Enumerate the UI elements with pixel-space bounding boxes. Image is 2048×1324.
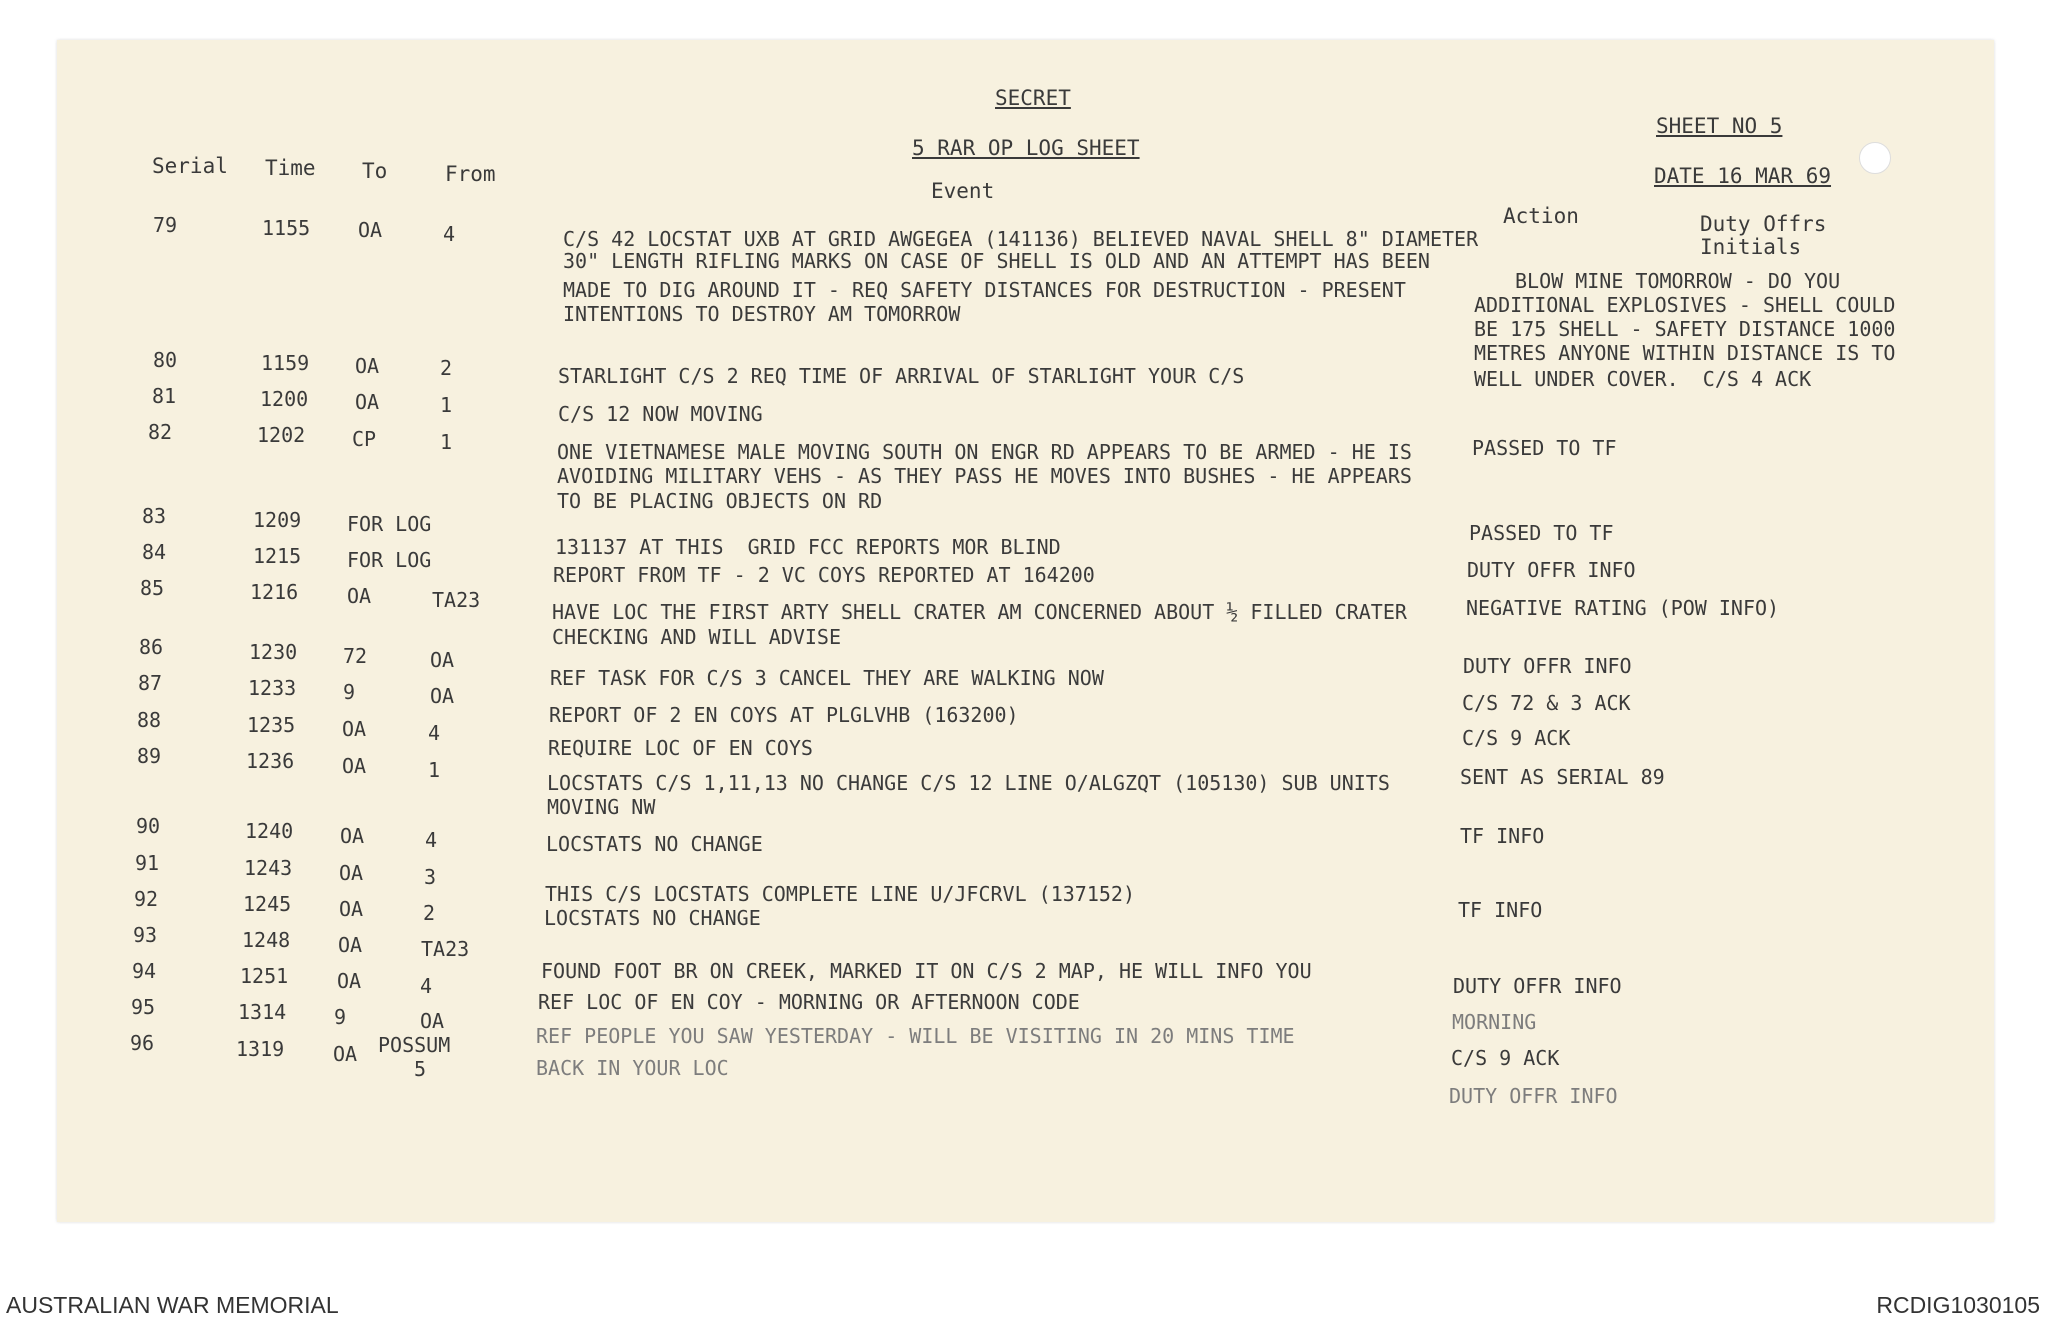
action-line: ADDITIONAL EXPLOSIVES - SHELL COULD: [1474, 293, 1896, 317]
row-time: 1200: [260, 387, 309, 411]
action-line: BE 175 SHELL - SAFETY DISTANCE 1000: [1474, 317, 1896, 341]
row-serial: 89: [137, 744, 162, 768]
row-from: 4: [443, 222, 456, 246]
row-from: 1: [428, 758, 441, 782]
action-line: DUTY OFFR INFO: [1463, 654, 1632, 678]
event-line: CHECKING AND WILL ADVISE: [552, 625, 841, 649]
event-line: MADE TO DIG AROUND IT - REQ SAFETY DISTANCES FOR DESTRUCTION - PRESENT: [563, 278, 1406, 302]
row-serial: 92: [134, 887, 159, 911]
row-time: 1209: [253, 508, 302, 532]
row-time: 1236: [246, 749, 295, 773]
row-to: CP: [352, 427, 377, 451]
event-line: REPORT OF 2 EN COYS AT PLGLVHB (163200): [549, 703, 1019, 727]
row-to: FOR LOG: [347, 512, 432, 536]
row-time: 1216: [250, 580, 299, 604]
row-from: 1: [440, 430, 453, 454]
archive-credit: AUSTRALIAN WAR MEMORIAL: [6, 1292, 339, 1318]
row-to: 72: [343, 644, 368, 668]
row-serial: 82: [148, 420, 173, 444]
row-to: OA: [337, 969, 362, 993]
event-line: REF PEOPLE YOU SAW YESTERDAY - WILL BE VISITING IN 20 MINS TIME: [536, 1024, 1295, 1048]
action-line: DUTY OFFR INFO: [1449, 1084, 1618, 1108]
row-time: 1155: [262, 216, 311, 240]
row-to: OA: [338, 933, 363, 957]
sheet-number: SHEET NO 5: [1656, 114, 1783, 138]
row-to: 9: [334, 1005, 347, 1029]
action-line: BLOW MINE TOMORROW - DO YOU: [1515, 269, 1841, 293]
event-line: THIS C/S LOCSTATS COMPLETE LINE U/JFCRVL (137152): [545, 882, 1136, 906]
event-line: AVOIDING MILITARY VEHS - AS THEY PASS HE MOVES INTO BUSHES - HE APPEARS: [557, 464, 1412, 488]
row-serial: 87: [138, 671, 163, 695]
event-line: REF LOC OF EN COY - MORNING OR AFTERNOON CODE: [538, 990, 1080, 1014]
event-line: BACK IN YOUR LOC: [536, 1056, 729, 1080]
event-line: LOCSTATS NO CHANGE: [546, 832, 763, 856]
row-time: 1248: [242, 928, 291, 952]
classification-marking: SECRET: [995, 86, 1071, 110]
row-from: OA: [430, 684, 455, 708]
action-line: C/S 9 ACK: [1451, 1046, 1560, 1070]
row-time: 1245: [243, 892, 292, 916]
action-line: DUTY OFFR INFO: [1467, 558, 1636, 582]
column-header-event: Event: [931, 179, 995, 203]
event-line: REQUIRE LOC OF EN COYS: [548, 736, 813, 760]
column-header-to: To: [362, 159, 388, 183]
row-to: OA: [342, 717, 367, 741]
column-header-from: From: [445, 162, 496, 186]
event-line: MOVING NW: [547, 795, 656, 819]
row-serial: 88: [137, 708, 162, 732]
event-line: FOUND FOOT BR ON CREEK, MARKED IT ON C/S 2 MAP, HE WILL INFO YOU: [541, 959, 1312, 983]
row-serial: 91: [135, 851, 160, 875]
row-to: OA: [358, 218, 383, 242]
column-header-serial: Serial: [152, 154, 228, 178]
event-line: HAVE LOC THE FIRST ARTY SHELL CRATER AM CONCERNED ABOUT ½ FILLED CRATER: [552, 600, 1407, 624]
action-line: WELL UNDER COVER. C/S 4 ACK: [1474, 367, 1812, 391]
action-line: DUTY OFFR INFO: [1453, 974, 1622, 998]
event-line: 131137 AT THIS GRID FCC REPORTS MOR BLIND: [555, 535, 1061, 559]
row-serial: 81: [152, 384, 177, 408]
row-to: 9: [343, 680, 356, 704]
row-serial: 80: [153, 348, 178, 372]
column-header-duty-offrs: Duty Offrs: [1700, 212, 1827, 236]
event-line: C/S 42 LOCSTAT UXB AT GRID AWGEGEA (141136) BELIEVED NAVAL SHELL 8" DIAMETER: [563, 227, 1479, 251]
row-serial: 83: [142, 504, 167, 528]
action-line: C/S 9 ACK: [1462, 726, 1571, 750]
row-time: 1230: [249, 640, 298, 664]
row-time: 1215: [253, 544, 302, 568]
row-serial: 93: [133, 923, 158, 947]
row-serial: 90: [136, 814, 161, 838]
row-from: 2: [423, 901, 436, 925]
row-from: 2: [440, 356, 453, 380]
event-line: LOCSTATS NO CHANGE: [544, 906, 761, 930]
archive-reference: RCDIG1030105: [1876, 1292, 2040, 1318]
row-time: 1243: [244, 856, 293, 880]
row-to: OA: [355, 390, 380, 414]
row-from: TA23: [432, 588, 481, 612]
row-from: OA: [420, 1009, 445, 1033]
sheet-date: DATE 16 MAR 69: [1654, 164, 1832, 188]
row-from: 1: [440, 393, 453, 417]
punch-hole: [1859, 142, 1891, 174]
event-line: INTENTIONS TO DESTROY AM TOMORROW: [563, 302, 961, 326]
row-serial: 84: [142, 540, 167, 564]
action-line: NEGATIVE RATING (POW INFO): [1466, 596, 1780, 620]
row-to: FOR LOG: [347, 548, 432, 572]
row-from: POSSUM: [378, 1033, 451, 1057]
row-time: 1251: [240, 964, 289, 988]
action-line: TF INFO: [1460, 824, 1545, 848]
event-line: 30" LENGTH RIFLING MARKS ON CASE OF SHELL IS OLD AND AN ATTEMPT HAS BEEN: [563, 249, 1430, 273]
row-to: OA: [333, 1042, 358, 1066]
action-line: C/S 72 & 3 ACK: [1462, 691, 1631, 715]
row-serial: 95: [131, 995, 156, 1019]
column-header-time: Time: [265, 156, 316, 180]
row-serial: 79: [153, 213, 178, 237]
row-to: OA: [339, 861, 364, 885]
row-time: 1202: [257, 423, 306, 447]
row-from: 3: [424, 865, 437, 889]
row-from-continued: 5: [414, 1057, 427, 1081]
event-line: C/S 12 NOW MOVING: [558, 402, 763, 426]
row-serial: 85: [140, 576, 165, 600]
row-from: 4: [425, 828, 438, 852]
row-time: 1240: [245, 819, 294, 843]
column-header-initials: Initials: [1700, 235, 1802, 259]
row-time: 1314: [238, 1000, 287, 1024]
row-to: OA: [347, 584, 372, 608]
action-line: PASSED TO TF: [1472, 436, 1617, 460]
row-to: OA: [342, 754, 367, 778]
row-from: OA: [430, 648, 455, 672]
row-from: 4: [420, 974, 433, 998]
action-line: METRES ANYONE WITHIN DISTANCE IS TO: [1474, 341, 1896, 365]
event-line: REF TASK FOR C/S 3 CANCEL THEY ARE WALKING NOW: [550, 666, 1104, 690]
row-serial: 94: [132, 959, 157, 983]
event-line: REPORT FROM TF - 2 VC COYS REPORTED AT 164200: [553, 563, 1095, 587]
event-line: TO BE PLACING OBJECTS ON RD: [557, 489, 883, 513]
row-time: 1233: [248, 676, 297, 700]
event-line: ONE VIETNAMESE MALE MOVING SOUTH ON ENGR RD APPEARS TO BE ARMED - HE IS: [557, 440, 1412, 464]
action-line: TF INFO: [1458, 898, 1543, 922]
row-to: OA: [340, 824, 365, 848]
row-time: 1235: [247, 713, 296, 737]
row-time: 1159: [261, 351, 310, 375]
row-from: TA23: [421, 937, 470, 961]
column-header-action: Action: [1503, 204, 1579, 228]
action-line: SENT AS SERIAL 89: [1460, 765, 1665, 789]
row-time: 1319: [236, 1037, 285, 1061]
row-serial: 96: [130, 1031, 155, 1055]
row-to: OA: [355, 354, 380, 378]
action-line: MORNING: [1452, 1010, 1537, 1034]
row-from: 4: [428, 721, 441, 745]
event-line: STARLIGHT C/S 2 REQ TIME OF ARRIVAL OF STARLIGHT YOUR C/S: [558, 364, 1245, 388]
action-line: PASSED TO TF: [1469, 521, 1614, 545]
row-to: OA: [339, 897, 364, 921]
row-serial: 86: [139, 635, 164, 659]
event-line: LOCSTATS C/S 1,11,13 NO CHANGE C/S 12 LINE O/ALGZQT (105130) SUB UNITS: [547, 771, 1390, 795]
sheet-title: 5 RAR OP LOG SHEET: [912, 136, 1140, 160]
